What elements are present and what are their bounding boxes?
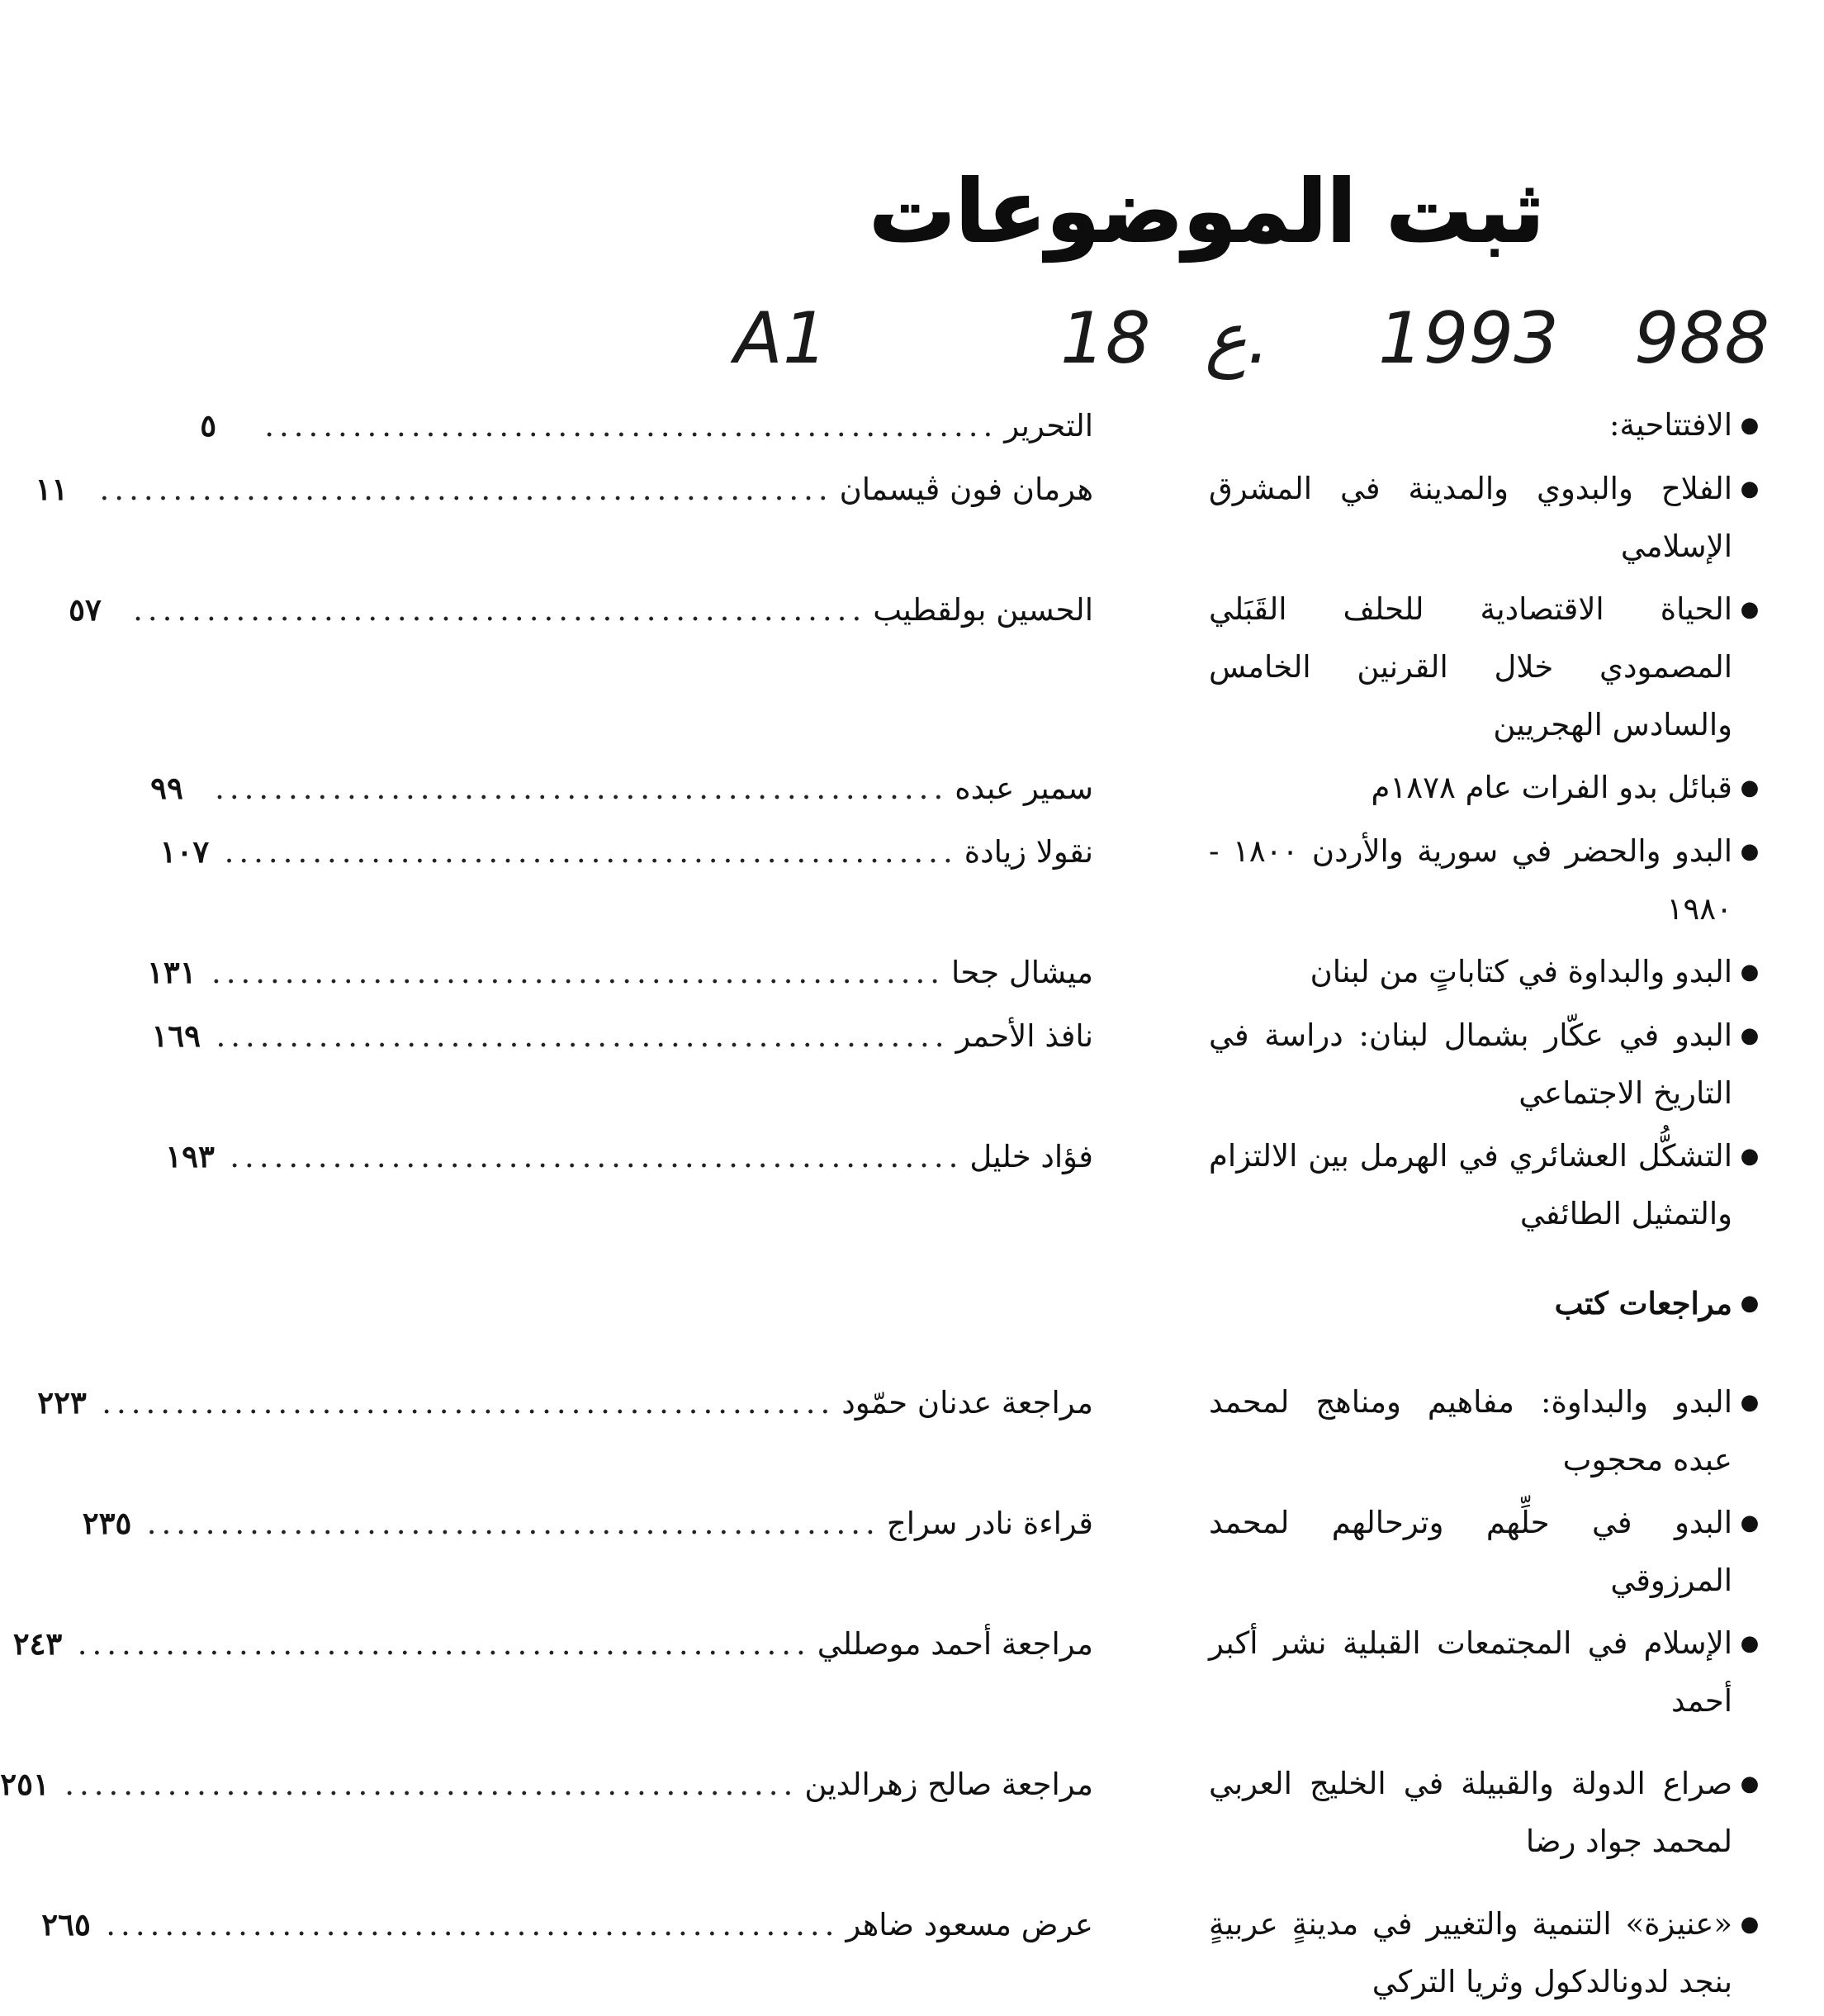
leader-dots: .................................................. [146, 1506, 880, 1541]
review-author: عرض مسعود ضاهر [846, 1907, 1093, 1942]
leader-dots: .................................................. [106, 1907, 840, 1942]
bullet-icon: ● [1740, 1912, 1760, 1937]
entry-title: الحياة الاقتصادية للحلف القَبَلي المصمودي خلال القرنين الخامس والسادس الهجريين [1209, 591, 1732, 742]
review-author: مراجعة أحمد موصللي [817, 1626, 1093, 1662]
leader-dots: .................................................. [215, 771, 949, 806]
handwritten-issue-number: 18 [1060, 297, 1151, 380]
entry-title: الفلاح والبدوي والمدينة في المشرق الإسلامي [1209, 471, 1732, 564]
toc-entry [151, 1007, 1762, 1122]
entry-title: قبائل بدو الفرات عام ١٨٧٨م [1371, 770, 1732, 805]
bullet-icon: ● [1740, 960, 1760, 984]
bullet-icon: ● [1740, 1144, 1760, 1169]
toc-entry [165, 1127, 1762, 1243]
entry-page-number: ١٦٩ [151, 1017, 201, 1054]
entry-page-number: ١١ [35, 471, 69, 507]
leader-dots: .................................................. [99, 472, 833, 507]
review-page-number: ٢٢٣ [37, 1384, 87, 1421]
review-page-number: ٢٤٣ [12, 1625, 63, 1662]
leader-dots: .................................................. [77, 1626, 811, 1662]
entry-title: البدو والبداوة في كتاباتٍ من لبنان [1310, 954, 1732, 989]
review-entry [0, 1755, 1762, 1871]
handwritten-issue-label: ع. [1205, 297, 1270, 380]
bullet-icon: ● [1740, 1390, 1760, 1415]
leader-dots: .................................................. [264, 408, 998, 444]
entry-author: فؤاد خليل [969, 1139, 1093, 1174]
entry-author: ميشال جحا [951, 955, 1093, 990]
bullet-icon: ● [1740, 413, 1760, 438]
review-title: الإسلام في المجتمعات القبلية نشر أكبر أحمد [1209, 1625, 1732, 1719]
entry-author: الحسين بولقطيب [873, 592, 1093, 628]
section-heading: مراجعات كتب [1554, 1285, 1732, 1321]
review-title: «عنيزة» التنمية والتغيير في مدينةٍ عربيةٍ بنجد لدونالدكول وثريا التركي [1209, 1906, 1732, 1999]
bullet-icon: ● [1740, 1023, 1760, 1048]
review-author: قراءة نادر سراج [886, 1506, 1093, 1541]
review-entry [37, 1373, 1762, 1489]
page-title: ثبت الموضوعات [869, 161, 1545, 262]
review-entry [12, 1615, 1762, 1730]
entry-page-number: ٥٧ [69, 591, 102, 628]
review-author: مراجعة صالح زهرالدين [804, 1767, 1093, 1802]
bullet-icon: ● [1740, 1511, 1760, 1535]
handwritten-code-2: A1 [734, 297, 828, 380]
review-author: مراجعة عدنان حمّود [841, 1385, 1093, 1421]
entry-page-number: ١٩٣ [165, 1138, 215, 1174]
review-page-number: ٢٥١ [0, 1766, 50, 1802]
entry-title: الافتتاحية: [1608, 407, 1732, 443]
entry-page-number: ١٣١ [146, 954, 197, 990]
entry-author: التحرير [1004, 408, 1093, 444]
entry-title: البدو في عكّار بشمال لبنان: دراسة في التاريخ الاجتماعي [1209, 1017, 1732, 1111]
review-page-number: ٢٦٥ [41, 1906, 91, 1942]
bullet-icon: ● [1740, 1291, 1760, 1316]
toc-entry [200, 396, 1762, 455]
entry-author: هرمان فون ڤيسمان [839, 472, 1093, 507]
entry-author: نقولا زيادة [964, 834, 1093, 870]
review-title: البدو والبداوة: مفاهيم ومناهج لمحمد عبده محجوب [1209, 1384, 1732, 1478]
entry-author: نافذ الأحمر [955, 1018, 1093, 1054]
bullet-icon: ● [1740, 477, 1760, 501]
bullet-icon: ● [1740, 776, 1760, 800]
toc-entry [69, 581, 1762, 754]
bullet-icon: ● [1740, 597, 1760, 622]
leader-dots: .................................................. [230, 1139, 964, 1174]
review-title: صراع الدولة والقبيلة في الخليج العربي لمحمد جواد رضا [1209, 1766, 1732, 1859]
leader-dots: .................................................. [102, 1385, 836, 1421]
leader-dots: .................................................. [216, 1018, 950, 1054]
handwritten-year: 1993 [1378, 297, 1559, 380]
handwritten-annotation [590, 297, 1824, 388]
review-entry [82, 1494, 1762, 1610]
toc-entry [146, 943, 1762, 1002]
leader-dots: .................................................. [211, 955, 945, 990]
leader-dots: .................................................. [224, 834, 958, 870]
section-heading-row [631, 1274, 1762, 1332]
entry-page-number: ١٠٧ [159, 833, 210, 870]
entry-title: البدو والحضر في سورية والأردن ١٨٠٠ - ١٩٨٠ [1209, 833, 1733, 927]
bullet-icon: ● [1740, 1631, 1760, 1656]
bullet-icon: ● [1740, 1772, 1760, 1796]
entry-title: التشكُّل العشائري في الهرمل بين الالتزام والتمثيل الطائفي [1209, 1138, 1732, 1231]
review-title: البدو في حلِّهم وترحالهم لمحمد المرزوقي [1209, 1505, 1732, 1598]
leader-dots: .................................................. [64, 1767, 798, 1802]
table-of-contents [0, 396, 1762, 2016]
handwritten-code-1: 988 [1634, 297, 1770, 380]
toc-entry [150, 759, 1762, 818]
entry-page-number: ٩٩ [150, 770, 183, 806]
bullet-icon: ● [1740, 839, 1760, 864]
toc-entry [159, 823, 1762, 938]
review-entry [41, 1895, 1762, 2011]
review-page-number: ٢٣٥ [82, 1505, 132, 1541]
leader-dots: .................................................. [133, 592, 867, 628]
entry-page-number: ٥ [200, 407, 217, 444]
entry-author: سمير عبده [955, 771, 1093, 806]
toc-entry [35, 460, 1762, 576]
